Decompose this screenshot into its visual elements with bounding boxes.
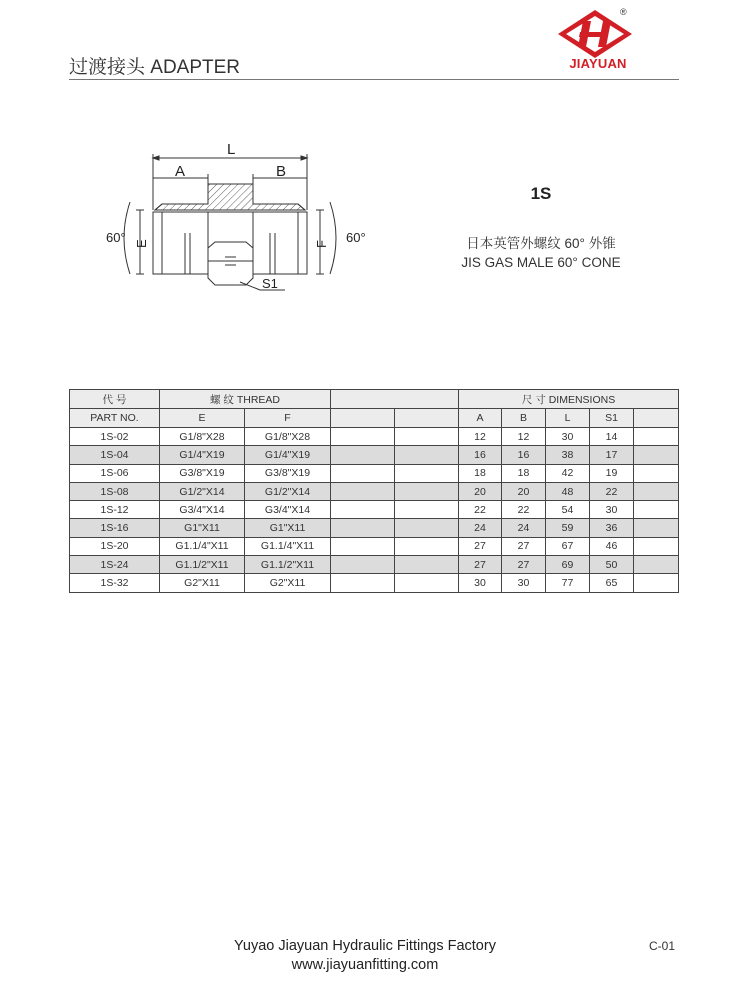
table-header-row-1 (70, 390, 679, 409)
cell-f: G1/2"X14 (245, 482, 331, 500)
footer-company: Yuyao Jiayuan Hydraulic Fittings Factory (234, 938, 496, 954)
header-f: F (245, 409, 331, 428)
cell-part: 1S-20 (70, 537, 160, 555)
header-dimensions: 尺 寸 DIMENSIONS (459, 390, 679, 409)
cell-s1: 65 (590, 574, 634, 592)
cell-part: 1S-06 (70, 464, 160, 482)
cell-a: 16 (459, 446, 502, 464)
cell-b: 22 (502, 501, 546, 519)
cell-f: G2"X11 (245, 574, 331, 592)
cell-l: 59 (546, 519, 590, 537)
cell-l: 38 (546, 446, 590, 464)
cell-blank (634, 556, 679, 574)
cell-s1: 36 (590, 519, 634, 537)
cell-blank (634, 574, 679, 592)
product-code: 1S (530, 184, 552, 203)
product-description-en: JIS GAS MALE 60° CONE (461, 255, 621, 270)
header-rule (69, 79, 679, 80)
cell-b: 24 (502, 519, 546, 537)
cell-part: 1S-16 (70, 519, 160, 537)
cell-blank (331, 574, 395, 592)
cell-l: 48 (546, 482, 590, 500)
cell-blank (395, 446, 459, 464)
cell-a: 27 (459, 556, 502, 574)
cell-blank (395, 519, 459, 537)
header-l: L (546, 409, 590, 428)
cell-blank (331, 519, 395, 537)
table-row (70, 501, 679, 519)
cell-blank (634, 519, 679, 537)
cell-e: G2"X11 (160, 574, 245, 592)
cell-f: G1/8"X28 (245, 428, 331, 446)
cell-b: 18 (502, 464, 546, 482)
cell-b: 20 (502, 482, 546, 500)
header-blank-2 (395, 409, 459, 428)
page-number: C-01 (649, 939, 676, 953)
cell-f: G1.1/4"X11 (245, 537, 331, 555)
cell-blank (395, 482, 459, 500)
table-row (70, 537, 679, 555)
cell-s1: 17 (590, 446, 634, 464)
cell-a: 20 (459, 482, 502, 500)
dim-label-l: L (227, 141, 236, 158)
dim-label-b: B (276, 163, 287, 180)
cell-part: 1S-04 (70, 446, 160, 464)
table-row (70, 464, 679, 482)
table-row (70, 482, 679, 500)
cell-s1: 50 (590, 556, 634, 574)
cell-l: 67 (546, 537, 590, 555)
cell-a: 12 (459, 428, 502, 446)
registered-mark: ® (620, 7, 627, 17)
cell-blank (634, 428, 679, 446)
cell-l: 69 (546, 556, 590, 574)
cell-e: G3/8"X19 (160, 464, 245, 482)
cell-blank (331, 464, 395, 482)
cell-e: G1.1/2"X11 (160, 556, 245, 574)
header-b: B (502, 409, 546, 428)
cell-e: G1"X11 (160, 519, 245, 537)
cell-f: G1/4"X19 (245, 446, 331, 464)
cell-blank (634, 446, 679, 464)
cell-b: 27 (502, 537, 546, 555)
cell-f: G3/8"X19 (245, 464, 331, 482)
cell-blank (331, 482, 395, 500)
dim-label-a: A (175, 163, 186, 180)
cell-blank (634, 464, 679, 482)
table-row (70, 556, 679, 574)
cell-s1: 46 (590, 537, 634, 555)
header-s1: S1 (590, 409, 634, 428)
header-part-no: PART NO. (70, 409, 160, 428)
header-blank-1 (331, 409, 395, 428)
cell-l: 77 (546, 574, 590, 592)
cell-part: 1S-02 (70, 428, 160, 446)
product-description-cn: 日本英管外螺纹 60° 外锥 (466, 236, 616, 251)
brand-name: JIAYUAN (569, 56, 627, 71)
cell-s1: 30 (590, 501, 634, 519)
cell-part: 1S-12 (70, 501, 160, 519)
dim-label-e: E (134, 239, 149, 248)
cell-f: G3/4"X14 (245, 501, 331, 519)
cell-e: G1/2"X14 (160, 482, 245, 500)
header-e: E (160, 409, 245, 428)
table-row (70, 574, 679, 592)
cell-blank (331, 501, 395, 519)
cell-e: G1/8"X28 (160, 428, 245, 446)
cell-e: G1/4"X19 (160, 446, 245, 464)
cell-e: G1.1/4"X11 (160, 537, 245, 555)
cell-l: 54 (546, 501, 590, 519)
cell-blank (395, 501, 459, 519)
cell-blank (331, 556, 395, 574)
cell-blank (331, 446, 395, 464)
angle-label-right: 60° (346, 230, 366, 245)
cell-f: G1.1/2"X11 (245, 556, 331, 574)
cell-s1: 22 (590, 482, 634, 500)
cell-b: 16 (502, 446, 546, 464)
cell-blank (395, 428, 459, 446)
cell-l: 42 (546, 464, 590, 482)
cell-f: G1"X11 (245, 519, 331, 537)
cell-b: 12 (502, 428, 546, 446)
cell-blank (634, 537, 679, 555)
table-header-row-2 (70, 409, 679, 428)
header-empty (331, 390, 459, 409)
cell-a: 27 (459, 537, 502, 555)
cell-blank (395, 556, 459, 574)
cell-part: 1S-24 (70, 556, 160, 574)
cell-a: 24 (459, 519, 502, 537)
cell-s1: 19 (590, 464, 634, 482)
cell-b: 27 (502, 556, 546, 574)
header-a: A (459, 409, 502, 428)
cell-blank (395, 537, 459, 555)
page-title: 过渡接头 ADAPTER (69, 57, 241, 78)
header-thread: 螺 纹 THREAD (160, 390, 331, 409)
cell-b: 30 (502, 574, 546, 592)
angle-label-left: 60° (106, 230, 126, 245)
cell-blank (331, 537, 395, 555)
cell-a: 30 (459, 574, 502, 592)
header-code: 代 号 (70, 390, 160, 409)
cell-a: 22 (459, 501, 502, 519)
cell-a: 18 (459, 464, 502, 482)
cell-blank (395, 574, 459, 592)
cell-blank (634, 482, 679, 500)
cell-blank (634, 501, 679, 519)
table-row (70, 428, 679, 446)
dim-label-f: F (314, 240, 329, 248)
table-row (70, 446, 679, 464)
adapter-drawing (100, 138, 380, 298)
cell-part: 1S-32 (70, 574, 160, 592)
cell-s1: 14 (590, 428, 634, 446)
table-row (70, 519, 679, 537)
dim-label-s1: S1 (262, 276, 278, 291)
dimensions-table (69, 389, 679, 593)
cell-blank (395, 464, 459, 482)
cell-e: G3/4"X14 (160, 501, 245, 519)
cell-l: 30 (546, 428, 590, 446)
cell-blank (331, 428, 395, 446)
header-blank-3 (634, 409, 679, 428)
footer-url[interactable]: www.jiayuanfitting.com (291, 957, 439, 973)
cell-part: 1S-08 (70, 482, 160, 500)
